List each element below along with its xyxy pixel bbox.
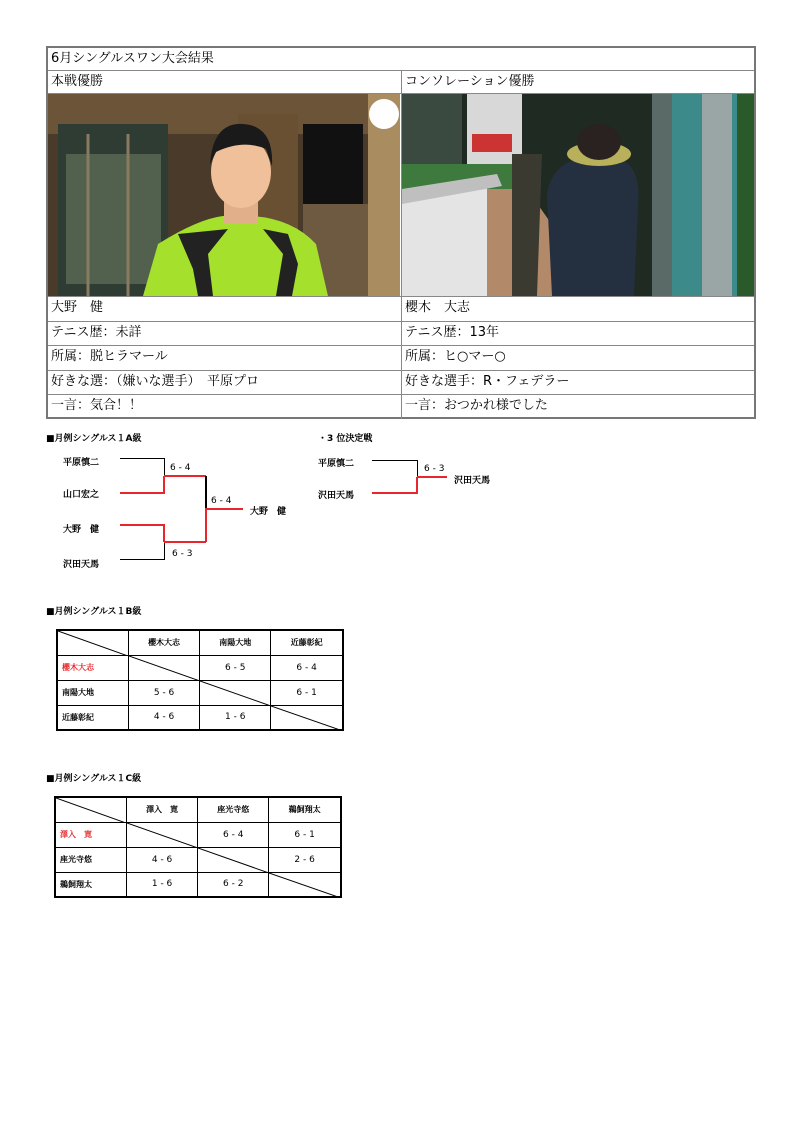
bracket-a-final-score: 6 - 4 — [211, 496, 232, 506]
third-place-player-1: 平原慎二 — [318, 459, 355, 469]
consolation-winner-history: テニス歴：13年 — [405, 325, 500, 340]
main-winner-photo — [48, 94, 400, 296]
self-cell-diagonal — [200, 681, 271, 706]
league-c-row-name: 鵜飼翔太 — [55, 872, 127, 897]
league-b-score: 6 - 5 — [200, 655, 271, 680]
main-winner-heading: 本戦優勝 — [51, 74, 104, 89]
league-b-row-name: 近藤彰紀 — [57, 705, 129, 730]
bracket-a-semi2-score: 6 - 3 — [172, 549, 193, 559]
main-winner-history: テニス歴：未詳 — [51, 325, 142, 340]
league-b-self-cell — [271, 705, 343, 730]
league-c-header: 座光寺悠 — [198, 797, 269, 822]
consolation-winner-heading: コンソレーション優勝 — [405, 74, 535, 89]
league-c-self-cell — [269, 872, 341, 897]
third-place-line — [417, 476, 447, 478]
bracket-a-line — [120, 524, 165, 542]
league-c-score: 6 - 1 — [269, 822, 341, 847]
third-place-score: 6 - 3 — [424, 464, 445, 474]
league-b-table — [56, 629, 344, 731]
self-cell-diagonal — [129, 656, 200, 681]
consolation-winner-name: 櫻木 大志 — [405, 300, 471, 315]
league-b-score: 1 - 6 — [200, 705, 271, 730]
bracket-a-line — [205, 508, 243, 510]
self-cell-diagonal — [269, 873, 341, 898]
league-c-table — [54, 796, 342, 898]
third-place-winner: 沢田天馬 — [454, 476, 491, 486]
league-c-score: 2 - 6 — [269, 847, 341, 872]
league-c-score: 6 - 4 — [198, 822, 269, 847]
consolation-winner-comment: 一言：おつかれ様でした — [405, 398, 548, 413]
consolation-winner-photo — [402, 94, 754, 296]
league-b-score: 6 - 4 — [271, 655, 343, 680]
bracket-a-semi1-score: 6 - 4 — [170, 463, 191, 473]
third-place-player-2: 沢田天馬 — [318, 491, 355, 501]
league-b-header: 櫻木大志 — [129, 630, 200, 655]
bracket-a-line — [164, 541, 206, 543]
bracket-a-player-1: 平原慎二 — [63, 458, 100, 468]
league-b-self-cell — [200, 680, 271, 705]
league-b-title: ■月例シングルス１B級 — [46, 607, 142, 617]
main-winner-name: 大野 健 — [51, 300, 104, 315]
bracket-a-title: ■月例シングルス１A級 — [46, 434, 142, 444]
league-c-row-name: 座光寺悠 — [55, 847, 127, 872]
league-c-self-cell — [127, 822, 198, 847]
third-place-title: ・3 位決定戦 — [318, 434, 373, 444]
league-c-self-cell — [198, 847, 269, 872]
bracket-a-line — [205, 509, 207, 542]
league-b-header: 南陽大地 — [200, 630, 271, 655]
self-cell-diagonal — [198, 848, 269, 873]
league-c-score: 1 - 6 — [127, 872, 198, 897]
league-b-score: 6 - 1 — [271, 680, 343, 705]
bracket-a-winner: 大野 健 — [250, 507, 287, 517]
main-winner-favorite: 好きな選：（嫌いな選手） 平原プロ — [51, 374, 260, 389]
third-place-line — [372, 477, 418, 494]
league-b-self-cell — [129, 655, 200, 680]
bracket-a-line — [120, 542, 165, 560]
league-b-header: 近藤彰紀 — [271, 630, 343, 655]
league-c-score: 6 - 2 — [198, 872, 269, 897]
league-c-row-name: 澤入 寛 — [55, 822, 127, 847]
league-c-title: ■月例シングルス１C級 — [46, 774, 142, 784]
league-b-score: 4 - 6 — [129, 705, 200, 730]
league-c-corner — [55, 797, 127, 822]
third-place-line — [372, 460, 418, 477]
self-cell-diagonal — [271, 706, 343, 731]
league-c-score: 4 - 6 — [127, 847, 198, 872]
results-info-table — [46, 46, 756, 419]
self-cell-diagonal — [127, 823, 198, 848]
bracket-a-player-3: 大野 健 — [63, 525, 100, 535]
league-b-score: 5 - 6 — [129, 680, 200, 705]
league-b-corner — [57, 630, 129, 655]
main-winner-comment: 一言：気合！！ — [51, 398, 143, 413]
main-winner-team: 所属：脱ヒラマール — [51, 349, 168, 364]
bracket-a-player-4: 沢田天馬 — [63, 560, 100, 570]
bracket-a-line — [120, 458, 165, 476]
bracket-a-player-2: 山口宏之 — [63, 490, 100, 500]
consolation-winner-favorite: 好きな選手：R・フェデラー — [405, 374, 570, 389]
bracket-a-line — [164, 475, 206, 477]
league-b-row-name: 櫻木大志 — [57, 655, 129, 680]
page-title: 6月シングルスワン大会結果 — [51, 51, 214, 66]
league-c-header: 鵜飼翔太 — [269, 797, 341, 822]
consolation-winner-team: 所属：ヒ○マー○ — [405, 349, 506, 364]
bracket-a-line — [120, 476, 165, 494]
league-b-row-name: 南陽大地 — [57, 680, 129, 705]
league-c-header: 澤入 寛 — [127, 797, 198, 822]
bracket-a-line — [205, 476, 207, 509]
